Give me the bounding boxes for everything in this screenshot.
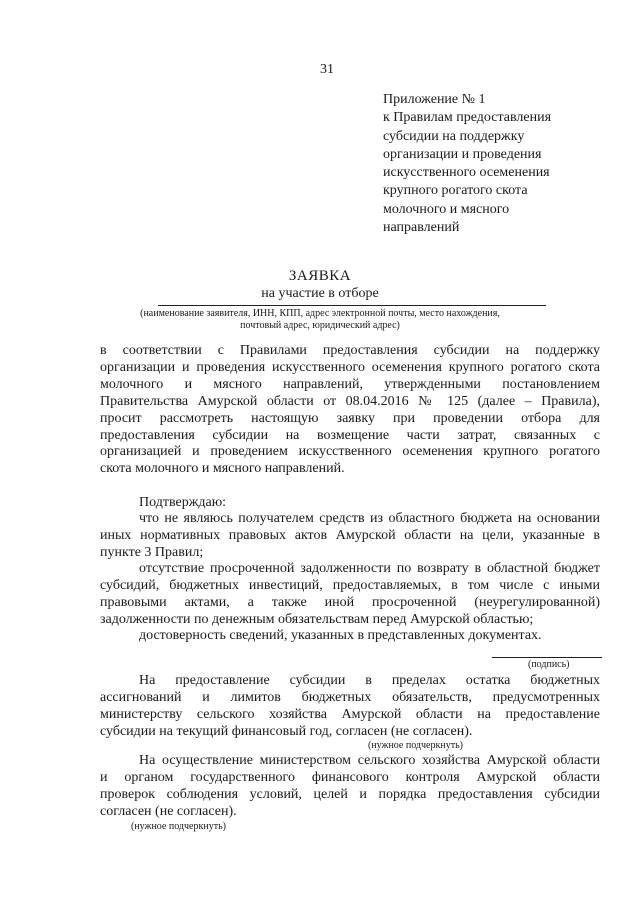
appendix-line: субсидии на поддержку [383, 128, 525, 144]
consent-inspection [100, 753, 600, 821]
appendix-line: молочного и мясного [383, 201, 510, 217]
paragraph-line: предоставления субсидии на возмещение части затрат, связанных с [100, 427, 600, 443]
paragraph-line: задолженности по денежным обязательствам перед Амурской областью; [100, 611, 534, 627]
appendix-line: Приложение № 1 [383, 92, 486, 107]
paragraph-line: проверок соблюдения условий, целей и порядка предоставления субсидии [100, 786, 600, 802]
appendix-line: направлений [383, 220, 460, 236]
consent-budget-hint: (нужное подчеркнуть) [368, 740, 463, 751]
appendix-line: крупного рогатого скота [383, 183, 528, 199]
paragraph-line: молочного и мясного направлений, утвержденными постановлением [100, 376, 600, 392]
request-paragraph [100, 343, 600, 478]
paragraph-line: просит рассмотреть настоящую заявку при проведении отбора для [100, 410, 600, 426]
applicant-name-line [158, 305, 546, 306]
paragraph-line: достоверность сведений, указанных в представленных документах. [139, 628, 542, 643]
paragraph-line: что не являюсь получателем средств из областного бюджета на основании [139, 511, 600, 526]
paragraph-line: и органом государственного финансового контроля Амурской области [100, 769, 600, 785]
document-subtitle: на участие в отборе [261, 286, 379, 301]
paragraph-line: субсидий, бюджетных инвестиций, предоставляемых, в том числе с иными [100, 577, 600, 593]
consent-inspection-hint: (нужное подчеркнуть) [131, 821, 226, 832]
paragraph-line: организации и проведения искусственного осеменения крупного рогатого скота [100, 359, 600, 375]
appendix-header [383, 91, 551, 237]
confirm-heading: Подтверждаю: [139, 495, 227, 510]
document-title: ЗАЯВКА [288, 268, 352, 284]
appendix-line: искусственного осеменения [383, 165, 550, 181]
appendix-line: организации и проведения [383, 146, 542, 162]
paragraph-line: иных нормативных правовых актов Амурской области на цели, указанные в [100, 527, 600, 543]
paragraph-line: Правительства Амурской области от 08.04.2016 № 125 (далее – Правила), [100, 393, 600, 409]
confirm-item-2 [100, 561, 600, 629]
paragraph-line: министерству сельского хозяйства Амурской области на предоставление [100, 706, 600, 722]
paragraph-line: согласен (не согласен). [100, 803, 237, 819]
appendix-line: к Правилам предоставления [383, 110, 552, 126]
page-number: 31 [320, 62, 334, 77]
applicant-hint-line1: (наименование заявителя, ИНН, КПП, адрес электронной почты, место нахождения, [140, 308, 500, 319]
paragraph-line: отсутствие просроченной задолженности по возврату в областной бюджет [139, 561, 600, 576]
paragraph-line: ассигнований и лимитов бюджетных обязательств, предусмотренных [100, 689, 600, 705]
signature-line [492, 657, 602, 658]
applicant-hint-line2: почтовый адрес, юридический адрес) [240, 320, 400, 331]
paragraph-line: На предоставление субсидии в пределах остатка бюджетных [139, 673, 600, 688]
paragraph-line: скота молочного и мясного направлений. [100, 461, 345, 477]
paragraph-line: пункте 3 Правил; [100, 544, 204, 560]
paragraph-line: субсидии на текущий финансовый год, согласен (не согласен). [100, 723, 473, 739]
confirm-item-1 [100, 511, 600, 562]
paragraph-line: правовыми актами, а также иной просроченной (неурегулированной) [100, 594, 600, 610]
signature-label: (подпись) [528, 659, 570, 670]
paragraph-line: На осуществление министерством сельского хозяйства Амурской области [139, 753, 600, 768]
confirm-item-3 [100, 628, 600, 645]
paragraph-line: в соответствии с Правилами предоставления субсидии на поддержку [100, 343, 600, 358]
paragraph-line: организацией и проведением искусственного осеменения крупного рогатого [100, 444, 600, 460]
consent-budget [100, 673, 600, 741]
